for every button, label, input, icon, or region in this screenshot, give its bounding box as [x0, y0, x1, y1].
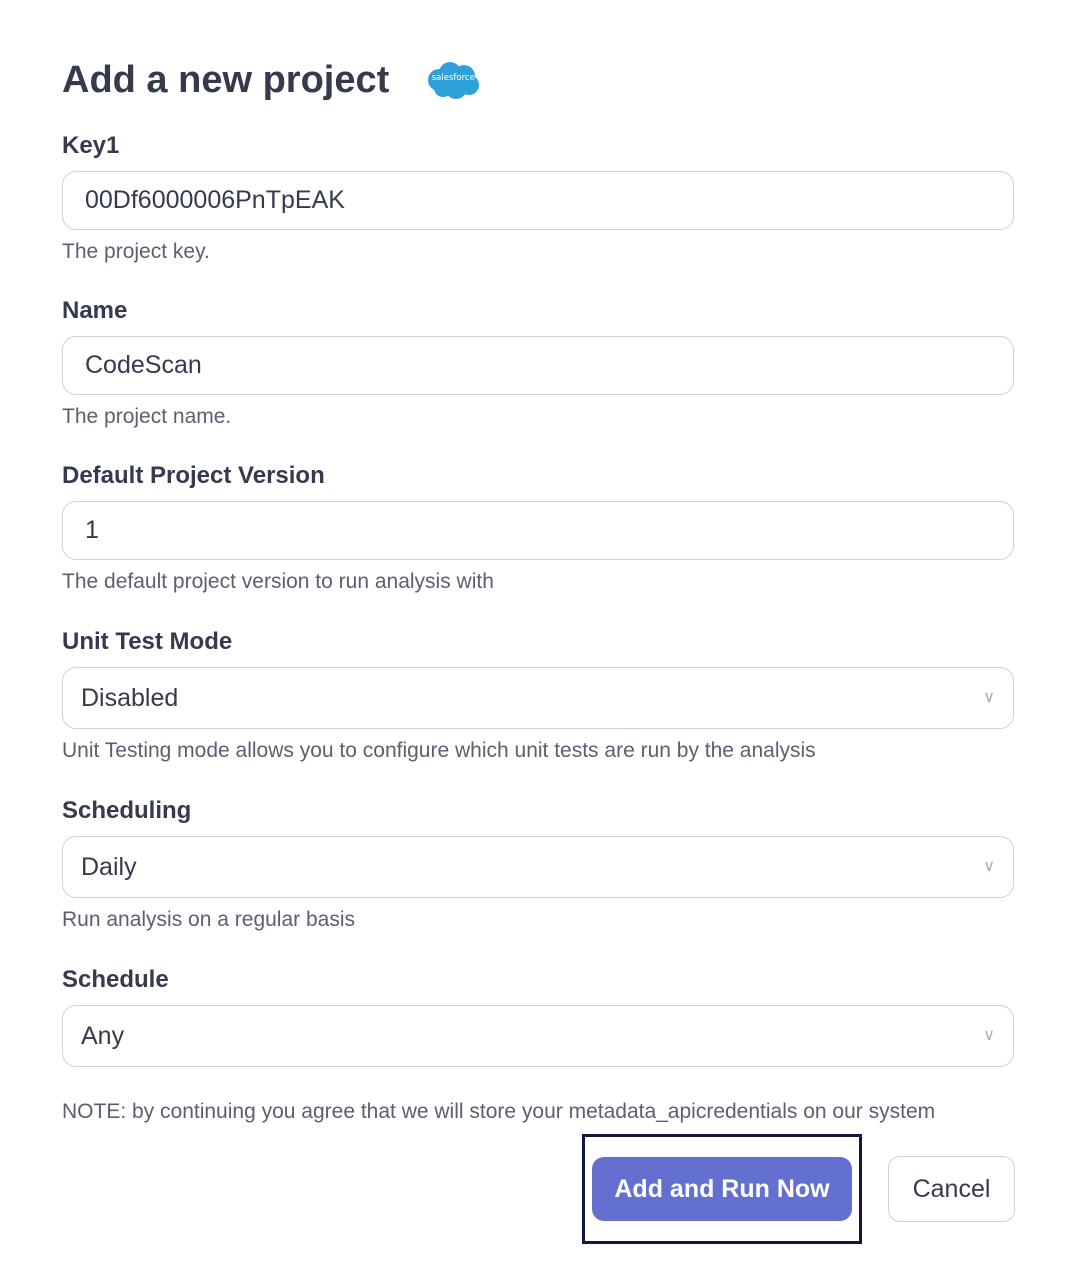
- schedule-selected-value: Any: [81, 1022, 125, 1050]
- version-field-group: [62, 461, 1014, 596]
- chevron-down-icon: ∨: [983, 689, 995, 706]
- name-help-text: The project name.: [62, 405, 232, 428]
- version-help-text: The default project version to run analysis with: [62, 570, 494, 593]
- version-input[interactable]: 1: [62, 501, 1014, 560]
- unit-test-mode-selected-value: Disabled: [81, 684, 179, 712]
- name-label: Name: [62, 297, 128, 324]
- unit-test-mode-field-group: [62, 627, 1014, 765]
- key-input[interactable]: 00Df6000006PnTpEAK: [62, 171, 1014, 230]
- key-label: Key1: [62, 132, 120, 159]
- cancel-button[interactable]: Cancel: [888, 1156, 1015, 1222]
- dialog-title: Add a new project: [62, 59, 390, 101]
- chevron-down-icon: ∨: [983, 858, 995, 875]
- storage-note: NOTE: by continuing you agree that we will store your metadata_apicredentials on our system: [62, 1100, 936, 1123]
- chevron-down-icon: ∨: [983, 1027, 995, 1044]
- add-and-run-now-button[interactable]: Add and Run Now: [592, 1157, 852, 1221]
- scheduling-label: Scheduling: [62, 797, 192, 824]
- scheduling-selected-value: Daily: [81, 853, 137, 881]
- schedule-label: Schedule: [62, 966, 169, 993]
- name-input[interactable]: CodeScan: [62, 336, 1014, 395]
- unit-test-mode-label: Unit Test Mode: [62, 628, 233, 655]
- key-help-text: The project key.: [62, 240, 210, 263]
- name-field-group: [62, 296, 1014, 431]
- key-field-group: [62, 131, 1014, 266]
- salesforce-logo-icon: [425, 60, 481, 100]
- scheduling-help-text: Run analysis on a regular basis: [62, 908, 355, 931]
- version-label: Default Project Version: [62, 462, 325, 489]
- dialog-header: [62, 52, 481, 108]
- scheduling-select[interactable]: [62, 836, 1014, 898]
- scheduling-field-group: [62, 796, 1014, 934]
- unit-test-mode-select[interactable]: [62, 667, 1014, 729]
- schedule-select[interactable]: [62, 1005, 1014, 1067]
- schedule-field-group: [62, 965, 1014, 1067]
- salesforce-logo-text: salesforce: [431, 73, 475, 83]
- unit-test-mode-help-text: Unit Testing mode allows you to configure which unit tests are run by the analysis: [62, 739, 816, 762]
